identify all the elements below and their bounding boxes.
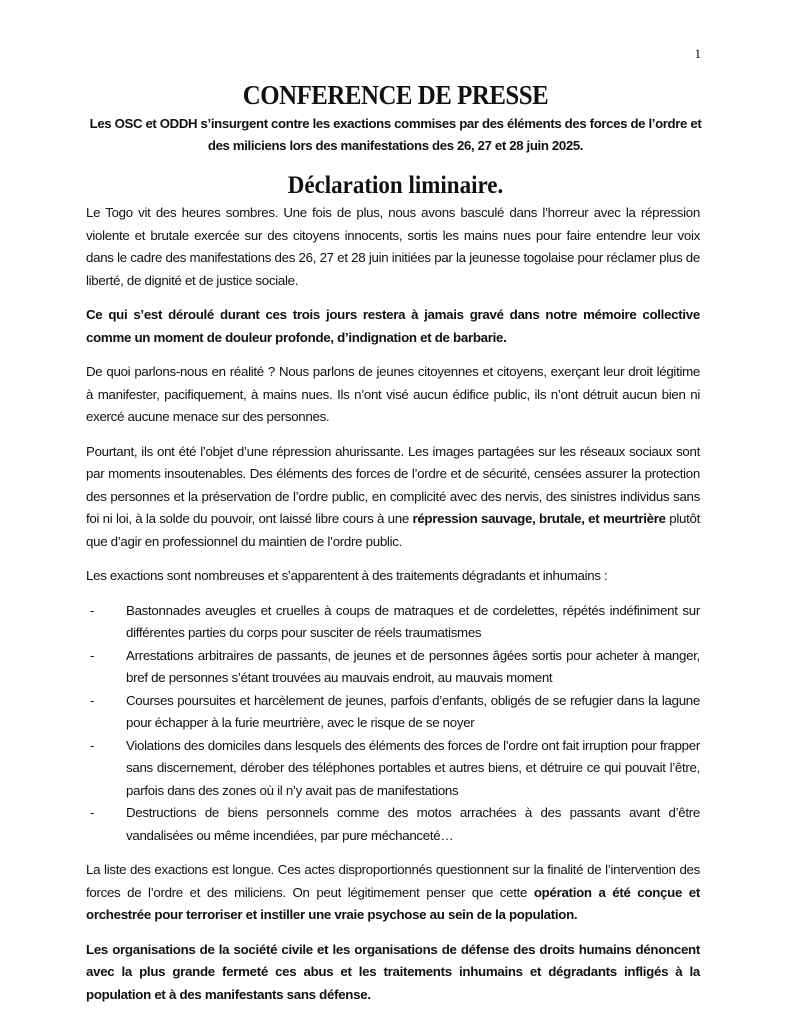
list-item-text: Bastonnades aveugles et cruelles à coups de matraques et de cordelettes, répétés indéfiniment sur différentes parties du corps pour susciter de réels traumatismes: [126, 602, 700, 640]
list-item: [86, 645, 700, 690]
paragraph-intro: Le Togo vit des heures sombres. Une fois de plus, nous avons basculé dans l’horreur avec la répression violente et brutale exercée sur des citoyens innocents, sortis les mains nues pour faire entendre leur voix dans le cadre des manifestations des 26, 27 et 28 juin initiées par la jeunesse togolaise pour réclamer plus de liberté, de dignité et de justice sociale.: [86, 205, 700, 288]
paragraph-memory: Ce qui s’est déroulé durant ces trois jours restera à jamais gravé dans notre mémoire collective comme un moment de douleur profonde, d’indignation et de barbarie.: [86, 307, 700, 345]
list-item-text: Violations des domiciles dans lesquels des éléments des forces de l’ordre ont fait irruption pour frapper sans discernement, dérober des téléphones portables et autres biens, et détruire ce qui pouvait l’être, parfois dans des zones où il n’y avait pas de manifestations: [126, 737, 700, 798]
list-item: [86, 600, 700, 645]
list-item: [86, 690, 700, 735]
list-bullet: -: [90, 737, 95, 753]
paragraph-peaceful: De quoi parlons-nous en réalité ? Nous parlons de jeunes citoyennes et citoyens, exerçant leur droit légitime à manifester, pacifiquement, à mains nues. Ils n’ont visé aucun édifice public, ils n’ont détruit aucun bien ni exercé aucune menace sur des personnes.: [86, 364, 700, 424]
list-item-text: Courses poursuites et harcèlement de jeunes, parfois d’enfants, obligés de se refugier dans la lagune pour échapper à la furie meurtrière, avec le risque de se noyer: [126, 692, 700, 730]
paragraph-conclusion-text: La liste des exactions est longue. Ces actes disproportionnés questionnent sur la finalité de l’intervention des forces de l’ordre et des miliciens. On peut légitimement penser que cette: [86, 862, 700, 900]
list-bullet: -: [90, 647, 95, 663]
page-number: 1: [694, 46, 701, 61]
list-bullet: -: [90, 805, 95, 820]
list-item: [86, 802, 700, 847]
paragraph-repression-text-2: plutôt que d’agir en professionnel du maintien de l’ordre public.: [86, 511, 700, 549]
section-heading: Déclaration liminaire.: [287, 172, 504, 199]
paragraph-conclusion-emphasis: opération a été conçue et orchestrée pour terroriser et instiller une vraie psychose au sein de la population.: [86, 884, 701, 922]
paragraph-exactions-intro: Les exactions sont nombreuses et s’apparentent à des traitements dégradants et inhumains :: [86, 568, 608, 583]
paragraph-conclusion: [86, 859, 700, 927]
list-item-text: Destructions de biens personnels comme des motos arrachées à des passants avant d’être vandalisées ou même incendiées, par pure méchanceté…: [126, 805, 700, 843]
list-item: [86, 735, 700, 803]
list-bullet: -: [90, 602, 95, 618]
document-title: CONFERENCE DE PRESSE: [242, 80, 549, 110]
exactions-list: [86, 600, 700, 848]
document-body: [86, 202, 700, 1018]
paragraph-repression: [86, 441, 700, 554]
document-subtitle: Les OSC et ODDH s’insurgent contre les exactions commises par des éléments des forces de l’ordre et des miliciens lors des manifestations des 26, 27 et 28 juin 2025.: [89, 116, 702, 153]
list-item-text: Arrestations arbitraires de passants, de jeunes et de personnes âgées sortis pour acheter à manger, bref de personnes s’étant trouvées au mauvais endroit, au mauvais moment: [126, 647, 700, 685]
list-bullet: -: [90, 692, 95, 708]
paragraph-repression-text-1: Pourtant, ils ont été l’objet d’une répression ahurissante. Les images partagées sur les réseaux sociaux sont par moments insoutenables. Des éléments des forces de l’ordre et de sécurité, censées assurer la protection des personnes et la préservation de l’ordre public, en complicité avec des nervis, des sinistres individus sans foi ni loi, à la solde du pouvoir, ont laissé libre cours à une: [86, 443, 700, 526]
paragraph-repression-emphasis: répression sauvage, brutale, et meurtrière: [412, 511, 666, 526]
paragraph-denunciation: Les organisations de la société civile et les organisations de défense des droits humains dénoncent avec la plus grande fermeté ces abus et les traitements inhumains et dégradants infligés à la population et à des manifestants sans défense.: [86, 941, 700, 1002]
